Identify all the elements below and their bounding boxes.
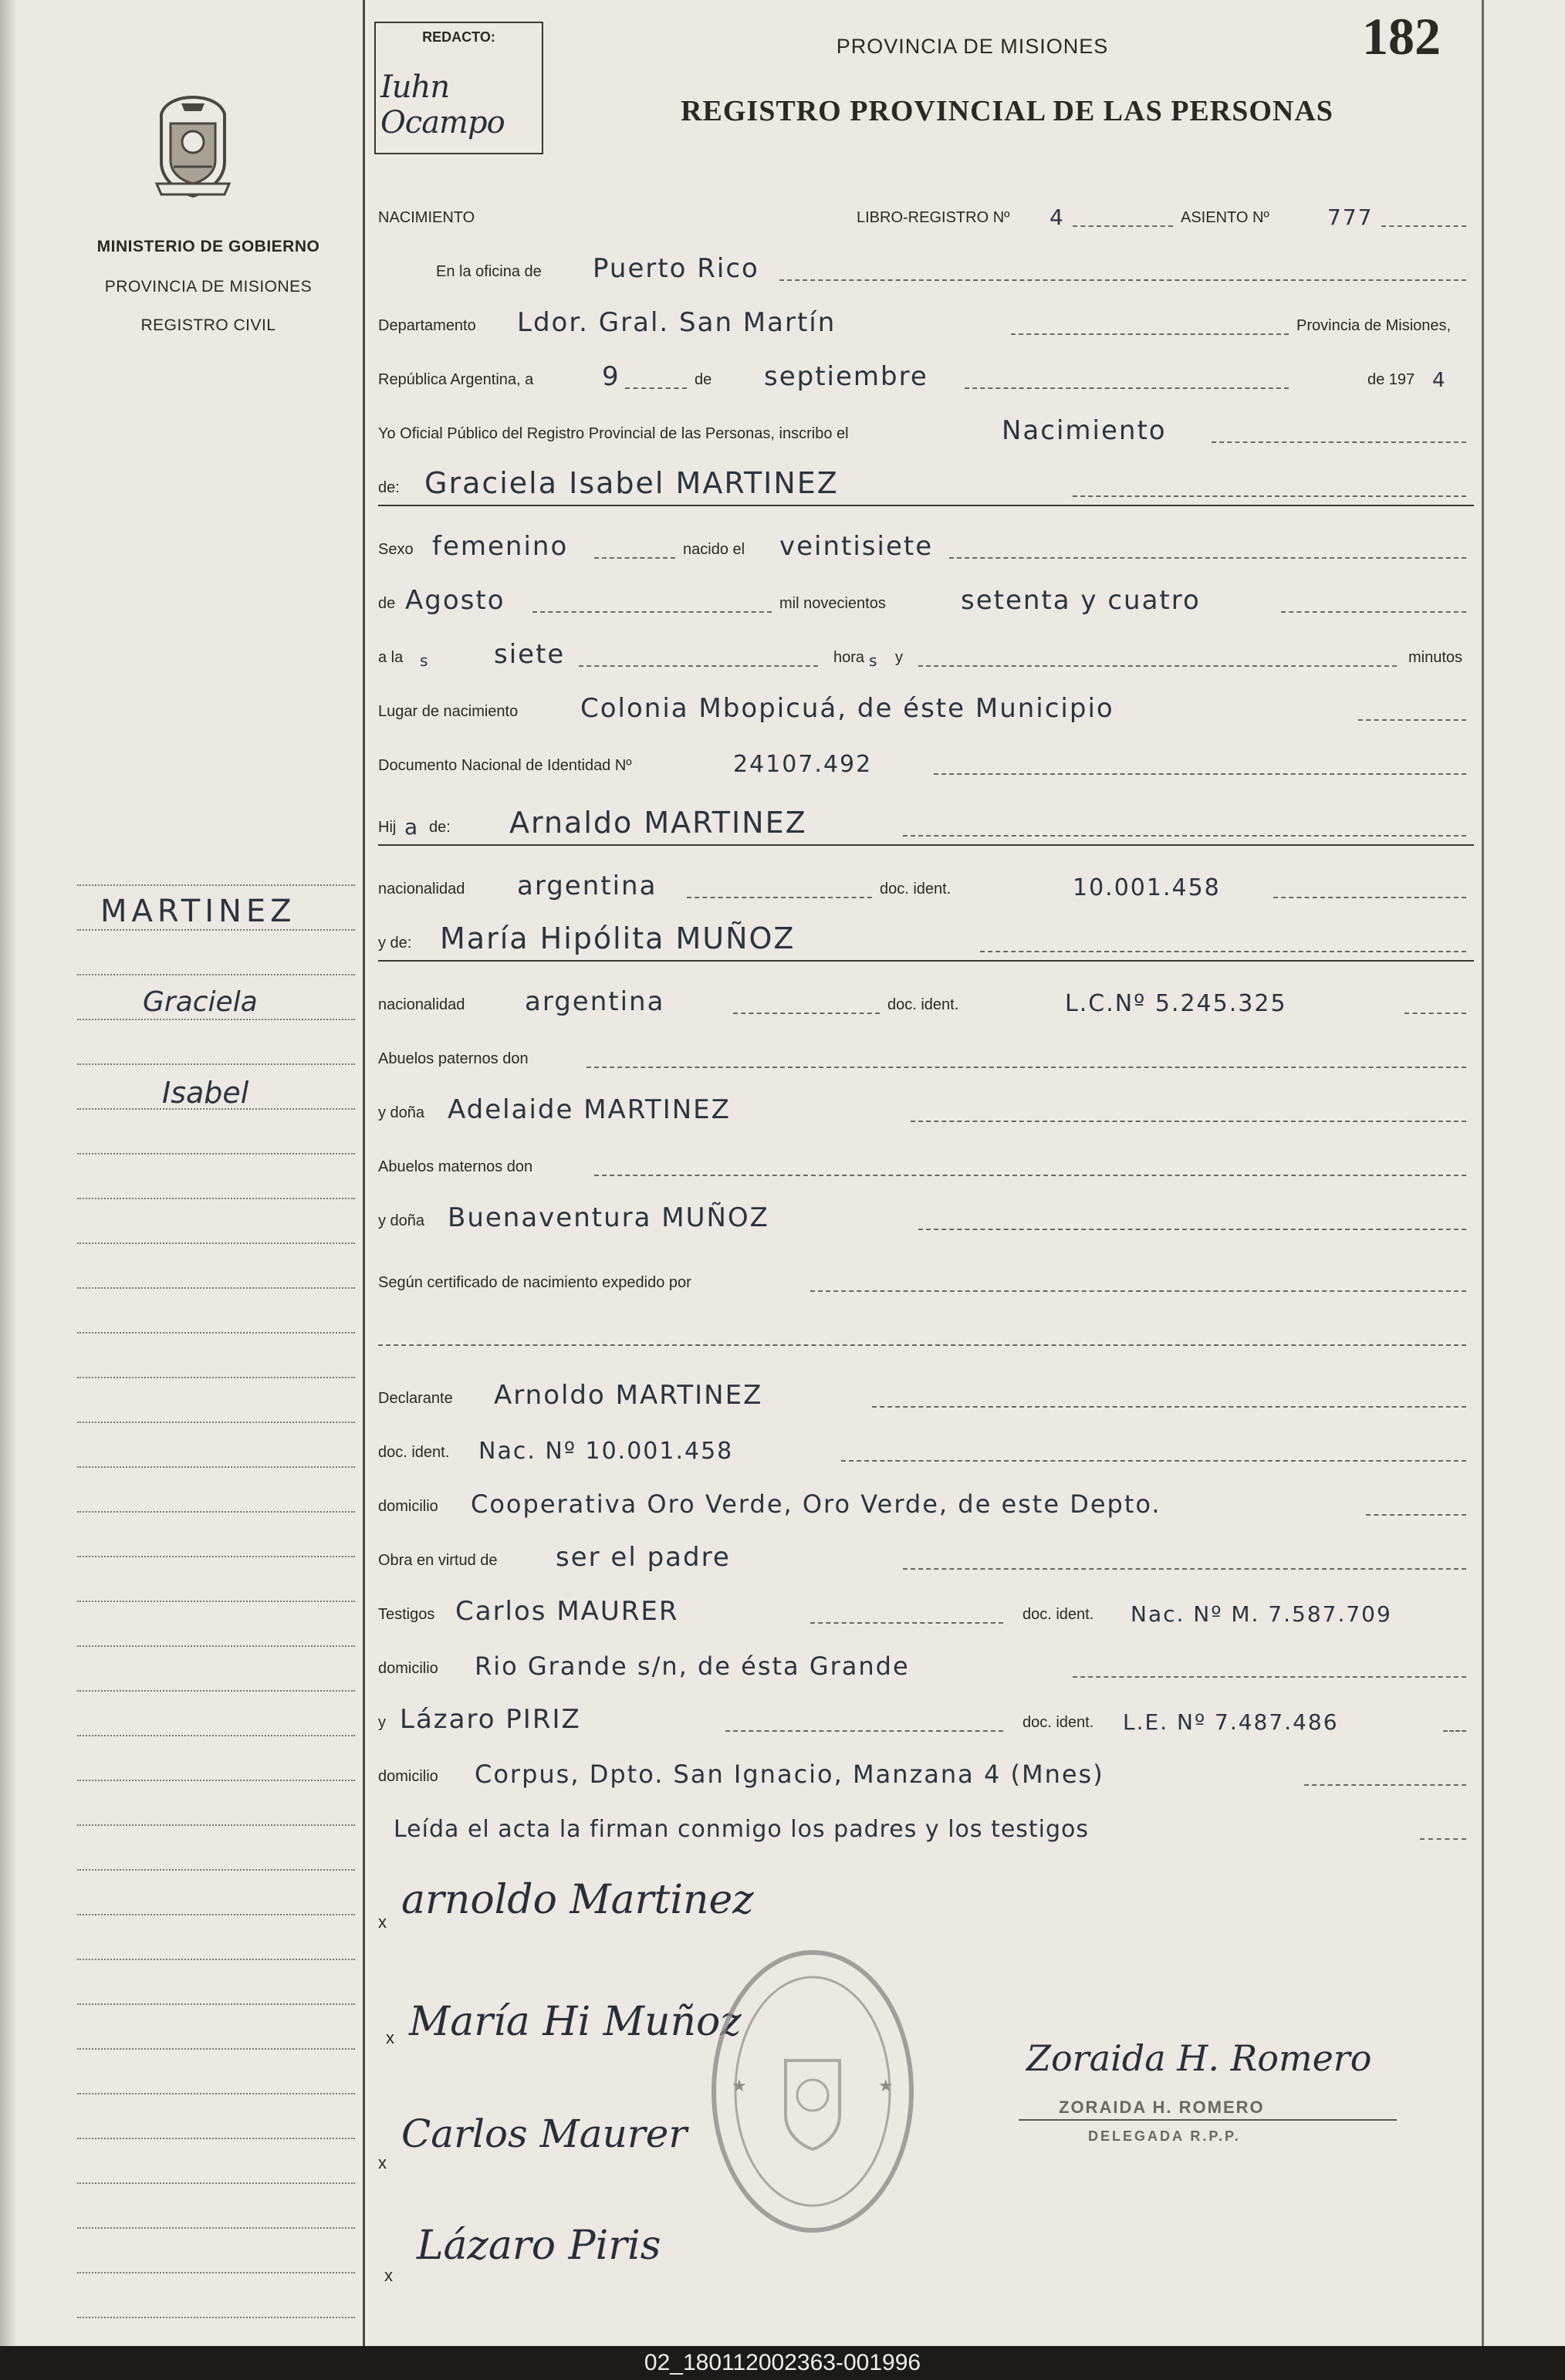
dni-value: 24107.492 [733,751,873,778]
row-blank [378,1310,1474,1357]
row-testigo-2 [378,1696,1474,1743]
row-testigo-1 [378,1588,1474,1635]
de-label: de [695,371,712,388]
signature-mother: María Hi Muñoz [409,1999,742,2045]
y-dona-materna-label: y doña [378,1212,425,1229]
margin-surname: MARTINEZ [100,894,296,929]
minutos-label: minutos [1408,649,1463,666]
a-la-label: a la [378,649,404,666]
declarante-doc-value: Nac. Nº 10.001.458 [478,1438,734,1465]
declarante-value: Arnoldo MARTINEZ [494,1380,763,1411]
abuela-materna-value: Buenaventura MUÑOZ [448,1202,769,1233]
de-nombre-label: de: [378,479,400,496]
row-sexo [378,523,1474,570]
testigo-2-value: Lázaro PIRIZ [400,1704,581,1735]
delegate-signature-line [1019,2119,1397,2121]
testigos-label: Testigos [378,1606,435,1623]
row-testigo-2-domicilio [378,1750,1474,1797]
svg-text:★: ★ [732,2076,747,2095]
madre-nac-value: argentina [525,986,665,1017]
madre-doc-value: L.C.Nº 5.245.325 [1065,990,1287,1017]
nombre-value: Graciela Isabel MARTINEZ [424,466,839,500]
row-hijo [378,801,1474,847]
lugar-value: Colonia Mbopicuá, de éste Municipio [580,693,1114,724]
registry-seal-stamp-icon [708,1945,917,2238]
row-padre-nac [378,863,1474,909]
row-declarante-domicilio [378,1480,1474,1526]
signature-witness-2: Lázaro Piris [417,2223,661,2269]
redacto-signature: Iuhn Ocampo [380,69,505,140]
row-declarante [378,1372,1474,1418]
row-abuelos-paternos [378,1033,1474,1079]
testigo-2-doc-value: L.E. Nº 7.487.486 [1123,1709,1339,1735]
signature-mark-4: x [384,2266,393,2285]
asiento-value: 777 [1327,205,1374,230]
row-testigo-1-domicilio [378,1642,1474,1689]
row-departamento [378,299,1474,346]
anio-value: 4 [1432,369,1447,392]
padre-doc-value: 10.001.458 [1073,874,1221,901]
oficina-label: En la oficina de [436,263,542,280]
row-dni [378,739,1474,786]
delegate-role: DELEGADA R.P.P. [1088,2128,1241,2144]
row-fecha [378,353,1474,400]
signature-mark-1: x [378,1912,387,1932]
row-certificado [378,1256,1474,1303]
madre-doc-label: doc. ident. [887,996,959,1013]
padre-nac-value: argentina [517,871,657,901]
declarante-domicilio-label: domicilio [378,1498,438,1515]
departamento-value: Ldor. Gral. San Martín [517,307,837,338]
mes-value: septiembre [764,361,928,392]
delegate-signature: Zoraida H. Romero [1026,2037,1372,2079]
redacto-label: REDACTO: [422,29,495,45]
declarante-doc-label: doc. ident. [378,1444,450,1461]
signature-mark-3: x [378,2153,387,2172]
de-mes-label: de [378,595,396,612]
row-abuela-paterna [378,1087,1474,1133]
y-de-label: y de: [378,935,412,952]
cierre-value: Leída el acta la firman conmigo los padres y los testigos [394,1816,1090,1843]
a-la-suffix: s [420,651,430,670]
row-lugar [378,685,1474,732]
sexo-label: Sexo [378,541,414,558]
abuelos-maternos-label: Abuelos maternos don [378,1158,533,1175]
dia-value: 9 [602,361,620,392]
registry-title: REGISTRO PROVINCIAL DE LAS PERSONAS [681,95,1333,127]
acta-type-label: NACIMIENTO [378,209,475,226]
ministry-heading: MINISTERIO DE GOBIERNO [96,238,320,255]
mes-nac-value: Agosto [405,585,505,616]
signature-witness-1: Carlos Maurer [401,2111,688,2156]
testigo-1-domicilio-value: Rio Grande s/n, de ésta Grande [475,1651,910,1681]
oficial-label: Yo Oficial Público del Registro Provincial de las Personas, inscribo el [378,425,849,442]
abuelos-paternos-label: Abuelos paternos don [378,1050,529,1067]
declarante-label: Declarante [378,1390,453,1407]
signature-father: arnoldo Martinez [401,1877,754,1923]
anio-nac-value: setenta y cuatro [961,585,1201,616]
padre-doc-label: doc. ident. [880,881,952,898]
testigo-1-doc-label: doc. ident. [1022,1606,1094,1623]
abuela-paterna-value: Adelaide MARTINEZ [448,1094,731,1125]
province-title: PROVINCIA DE MISIONES [836,35,1109,58]
redacto-box [374,22,543,154]
image-caption: 02_180112002363-001996 [644,2350,921,2375]
madre-value: María Hipólita MUÑOZ [440,921,796,955]
horas-value: siete [494,639,566,670]
hij-de-label: de: [429,819,451,836]
row-oficial [378,407,1474,454]
left-margin-column [0,0,363,2346]
certificado-label: Según certificado de nacimiento expedido por [378,1274,691,1291]
margin-given-name-1: Graciela [143,986,258,1018]
row-madre-nac [378,979,1474,1025]
row-madre [378,917,1474,963]
dni-label: Documento Nacional de Identidad Nº [378,757,632,774]
testigo-1-domicilio-label: domicilio [378,1660,438,1677]
signature-mark-2: x [386,2028,394,2047]
testigo-2-doc-label: doc. ident. [1022,1714,1094,1731]
hij-suffix: a [404,814,420,840]
row-libro [378,191,1474,238]
testigo-1-value: Carlos MAURER [455,1596,679,1627]
y-testigo-2-label: y [378,1714,386,1731]
testigo-2-domicilio-value: Corpus, Dpto. San Ignacio, Manzana 4 (Mnes) [475,1760,1104,1789]
row-oficina [378,245,1474,292]
testigo-1-doc-value: Nac. Nº M. 7.587.709 [1131,1601,1392,1627]
provincial-crest-icon [150,93,235,201]
sexo-value: femenino [432,531,569,562]
padre-nac-label: nacionalidad [378,881,465,898]
page-right-border [1482,0,1484,2346]
svg-text:★: ★ [878,2076,894,2095]
delegate-name: ZORAIDA H. ROMERO [1059,2098,1265,2117]
row-declarante-doc [378,1426,1474,1472]
row-abuelos-maternos [378,1141,1474,1187]
margin-given-name-2: Isabel [162,1076,249,1110]
oficina-value: Puerto Rico [593,253,759,284]
row-abuela-materna [378,1195,1474,1241]
anio-suffix: de 197 [1367,371,1415,388]
horas-suffix: s [869,651,879,670]
declarante-domicilio-value: Cooperativa Oro Verde, Oro Verde, de este Depto. [471,1489,1161,1519]
mil-novecientos-label: mil novecientos [779,595,886,612]
obra-value: ser el padre [556,1542,731,1573]
hij-label: Hij [378,819,397,836]
y-label: y [895,649,903,666]
civil-registry-heading: REGISTRO CIVIL [140,316,276,334]
y-dona-paterna-label: y doña [378,1104,425,1121]
obra-label: Obra en virtud de [378,1552,498,1569]
column-divider [363,0,365,2346]
province-heading: PROVINCIA DE MISIONES [104,278,313,296]
departamento-label: Departamento [378,317,476,334]
inscribo-value: Nacimiento [1002,415,1167,446]
horas-label: hora [833,649,865,666]
padre-value: Arnaldo MARTINEZ [509,806,807,840]
libro-label: LIBRO-REGISTRO Nº [857,209,1010,226]
page-number: 182 [1362,7,1441,66]
libro-value: 4 [1050,205,1065,230]
republica-label: República Argentina, a [378,371,534,388]
nacido-value: veintisiete [779,531,934,562]
lugar-label: Lugar de nacimiento [378,703,519,720]
row-obra [378,1534,1474,1580]
row-cierre [378,1804,1474,1851]
provincia-suffix: Provincia de Misiones, [1296,317,1452,334]
row-hora [378,631,1474,678]
asiento-label: ASIENTO Nº [1181,209,1269,226]
madre-nac-label: nacionalidad [378,996,465,1013]
testigo-2-domicilio-label: domicilio [378,1768,438,1785]
nacido-label: nacido el [683,541,745,558]
row-nombre [378,461,1474,508]
row-mes-nacimiento [378,577,1474,624]
